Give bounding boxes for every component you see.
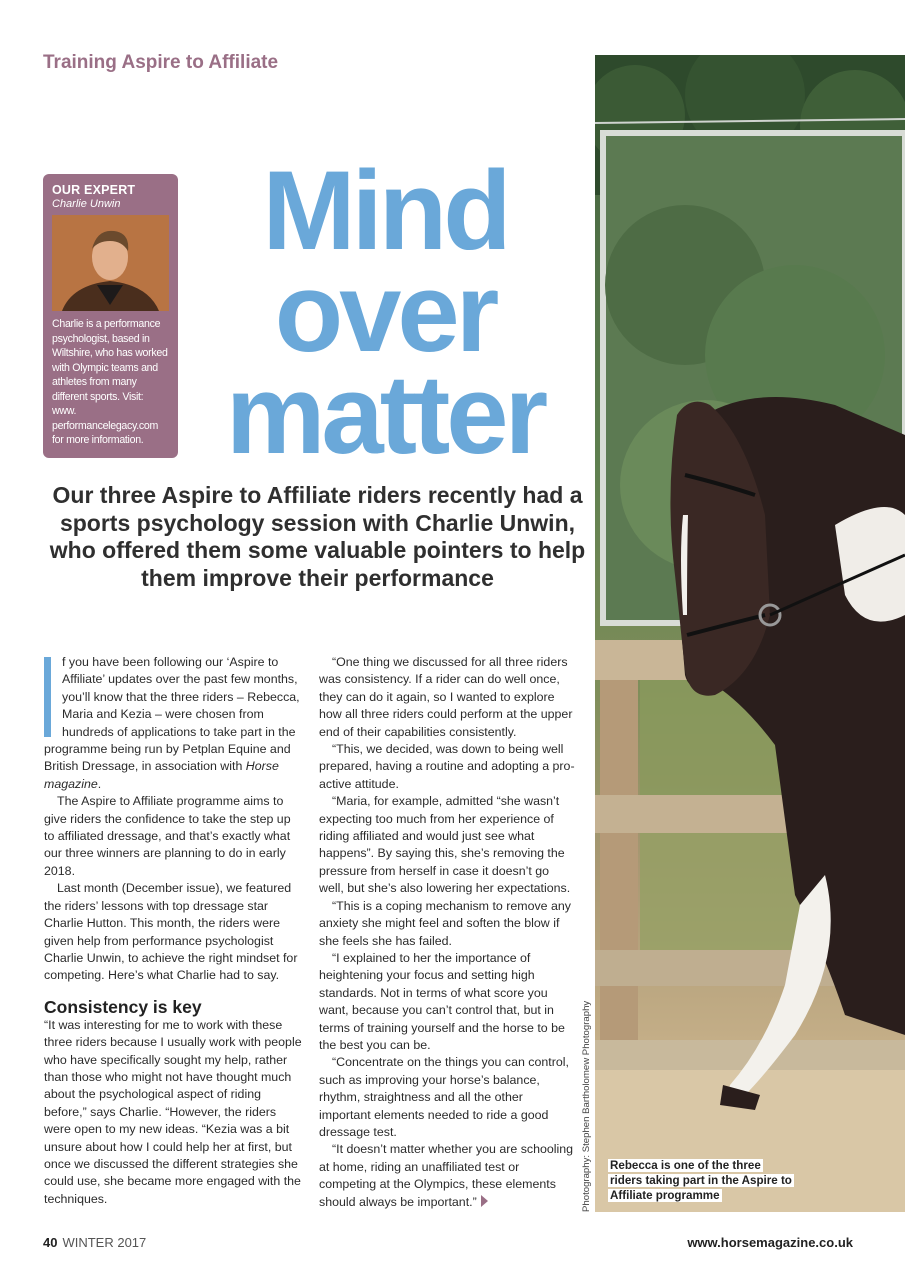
horse-illustration: [595, 55, 905, 1212]
article-column-2: [319, 654, 577, 1211]
article-intro: f you have been following our ‘Aspire to Affiliate’ updates over the past few months, you’ll know that the three riders – Rebecca, Maria and Kezia – were chosen from hundreds of applications to take part in the programme being run by Petplan Equine and British Dressage, in association with Horse magazine.: [44, 655, 300, 791]
issue-label: WINTER 2017: [62, 1235, 147, 1250]
section-label: Training Aspire to Affiliate: [43, 52, 279, 73]
expert-name: Charlie Unwin: [52, 198, 121, 210]
expert-title: OUR EXPERT: [52, 183, 136, 197]
headline-line-3: matter: [225, 352, 545, 477]
article-paragraph: “This, we decided, was down to being well prepared, having a routine and adopting a pro-active attitude.: [319, 742, 575, 791]
footer-issue: [43, 1235, 146, 1250]
headline-line-1: Mind: [262, 148, 508, 273]
expert-portrait: [52, 215, 169, 311]
footer-website: www.horsemagazine.co.uk: [687, 1235, 853, 1250]
expert-box: [43, 174, 178, 458]
end-mark-icon: [481, 1195, 488, 1207]
subhead: Consistency is key: [44, 996, 202, 1017]
page-number: 40: [43, 1235, 58, 1250]
drop-cap-bar: [44, 657, 51, 737]
expert-bio: Charlie is a performance psychologist, based in Wiltshire, who has worked with Olympic teams and athletes from many different sports. Visit: www. performancelegacy.com for more information.: [52, 318, 168, 446]
photo-caption: Rebecca is one of the three riders taking part in the Aspire to Affiliate programme: [610, 1159, 792, 1202]
article-paragraph: Last month (December issue), we featured the riders’ lessons with top dressage star Charlie Hutton. This month, the riders were given help from performance psychologist Charlie Unwin, to achieve the right mindset for competing. Here’s what Charlie had to say.: [44, 881, 298, 983]
article-paragraph-last: “It doesn’t matter whether you are schooling at home, riding an unaffiliated test or competing at the Olympics, these elements should always be important.”: [319, 1142, 574, 1209]
standfirst: Our three Aspire to Affiliate riders recently had a sports psychology session with Charlie Unwin, who offered them some valuable pointers to help them improve their performance: [49, 482, 586, 591]
magazine-name: Horse magazine: [44, 759, 279, 791]
article-paragraph: “It was interesting for me to work with these three riders because I usually work with people who have specifically sought my help, rather than those who might not have thought much about the psychological aspect of riding before,” says Charlie. “However, the riders were open to my new ideas. “Kezia was a bit unsure about how I could help her at first, but once we discussed the different strategies she could use, she became more engaged with the techniques.: [44, 1017, 302, 1206]
horse-photo: [595, 55, 905, 1212]
portrait-illustration: [52, 215, 169, 311]
article-paragraph: “Concentrate on the things you can control, such as improving your horse’s balance, rhythm, straightness and all the other important elements needed to ride a good dressage test.: [319, 1055, 569, 1139]
headline: [180, 148, 590, 477]
article-paragraph: “This is a coping mechanism to remove any anxiety she might feel and soften the blow if she feels she has failed.: [319, 898, 571, 948]
article-paragraph: The Aspire to Affiliate programme aims to give riders the confidence to take the step up to affiliated dressage, and that’s exactly what our three winners are planning to do in early 2018.: [44, 794, 291, 878]
article-column-1: [44, 654, 302, 1208]
headline-line-2: over: [274, 250, 496, 375]
photo-credit: Photography: Stephen Bartholomew Photography: [581, 1000, 592, 1212]
article-paragraph: “One thing we discussed for all three riders was consistency. If a rider can do well once, they can do it again, so I wanted to explore how all three riders could perform at the upper end of their capabilities consistently.: [319, 655, 573, 739]
article-paragraph: “I explained to her the importance of heightening your focus and setting high standards. Not in terms of what score you want, because you can’t control that, but in terms of training yourself and the horse to be the best you can be.: [319, 950, 565, 1052]
article-paragraph: “Maria, for example, admitted “she wasn’t expecting too much from her experience of riding affiliated and would just see what happens”. By saying this, she’s removing the pressure from herself in case it doesn’t go well, but she’s also lowering her expectations.: [319, 794, 571, 896]
